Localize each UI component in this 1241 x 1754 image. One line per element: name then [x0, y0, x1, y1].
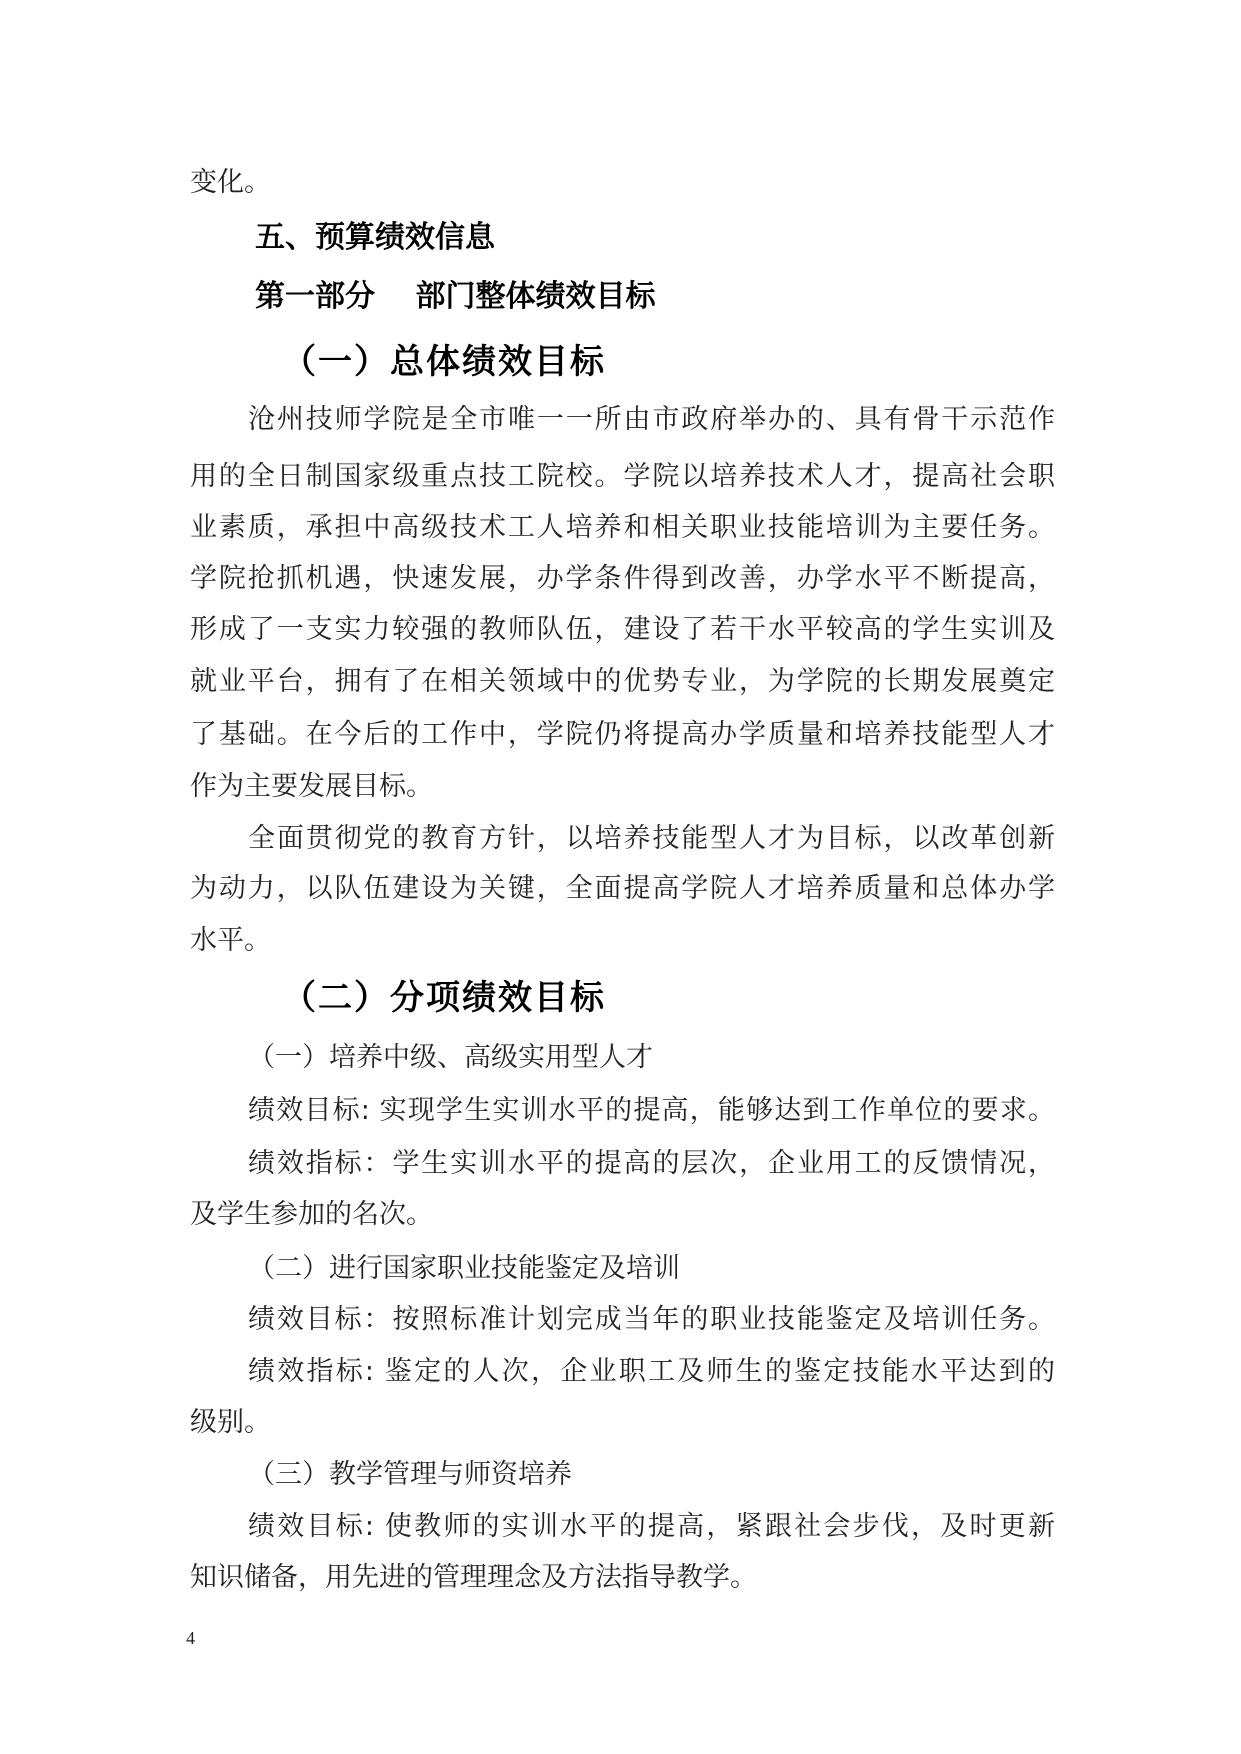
item-indicator: 绩效指标: 鉴定的人次，企业职工及师生的鉴定技能水平达到的 — [248, 1356, 1055, 1387]
text-line: 为动力，以队伍建设为关键，全面提高学院人才培养质量和总体办学 — [190, 873, 1055, 904]
carryover-text: 变化。 — [190, 167, 271, 198]
part-title: 第一部分 部门整体绩效目标 — [255, 279, 656, 314]
item-goal-cont: 知识储备，用先进的管理理念及方法指导教学。 — [190, 1562, 757, 1593]
text-line: 业素质，承担中高级技术工人培养和相关职业技能培训为主要任务。 — [190, 512, 1055, 543]
item-indicator: 绩效指标：学生实训水平的提高的层次，企业用工的反馈情况， — [248, 1148, 1055, 1179]
item-title: （三）教学管理与师资培养 — [248, 1459, 572, 1490]
section-title: 五、预算绩效信息 — [255, 220, 495, 255]
text-line: 作为主要发展目标。 — [190, 771, 433, 802]
text-line: 水平。 — [190, 925, 271, 956]
item-goal: 绩效目标: 使教师的实训水平的提高，紧跟社会步伐，及时更新 — [248, 1511, 1055, 1542]
text-line: 就业平台，拥有了在相关领域中的优势专业，为学院的长期发展奠定 — [190, 666, 1055, 697]
itemized-goal-heading: （二）分项绩效目标 — [282, 978, 606, 1018]
text-line: 了基础。在今后的工作中，学院仍将提高办学质量和培养技能型人才 — [190, 719, 1055, 750]
page-number: 4 — [186, 1628, 195, 1648]
text-line: 形成了一支实力较强的教师队伍，建设了若干水平较高的学生实训及 — [190, 614, 1055, 645]
item-indicator-cont: 级别。 — [190, 1407, 271, 1438]
text-line: 学院抢抓机遇，快速发展，办学条件得到改善，办学水平不断提高， — [190, 563, 1055, 594]
item-indicator-cont: 及学生参加的名次。 — [190, 1199, 433, 1230]
item-title: （一）培养中级、高级实用型人才 — [248, 1042, 653, 1073]
overall-goal-heading: （一）总体绩效目标 — [282, 342, 606, 382]
text-line: 全面贯彻党的教育方针，以培养技能型人才为目标，以改革创新 — [248, 823, 1055, 854]
item-goal: 绩效目标: 实现学生实训水平的提高，能够达到工作单位的要求。 — [248, 1095, 1055, 1126]
text-line: 沧州技师学院是全市唯一一所由市政府举办的、具有骨干示范作 — [248, 404, 1055, 435]
item-title: （二）进行国家职业技能鉴定及培训 — [248, 1253, 680, 1284]
text-line: 用的全日制国家级重点技工院校。学院以培养技术人才，提高社会职 — [190, 461, 1055, 492]
item-goal: 绩效目标：按照标准计划完成当年的职业技能鉴定及培训任务。 — [248, 1304, 1055, 1335]
